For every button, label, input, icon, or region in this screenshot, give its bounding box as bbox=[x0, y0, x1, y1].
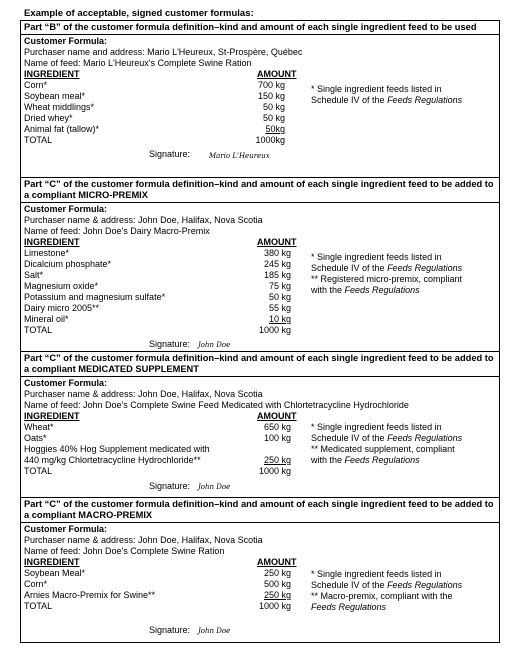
footnote-italic: Feeds Regulations bbox=[344, 285, 420, 295]
feed-name-line: Name of feed: John Doe's Complete Swine Ration bbox=[24, 546, 225, 556]
ingredient-cell: Mineral oil* bbox=[24, 314, 69, 324]
footnote-text: Schedule IV of the bbox=[311, 95, 388, 105]
handwritten-signature: John Doe bbox=[198, 341, 231, 349]
amount-cell: 50 kg bbox=[262, 113, 285, 123]
handwritten-signature: Mario L'Heureux bbox=[209, 152, 270, 160]
footnote-single-ingredient bbox=[311, 252, 499, 274]
footnote-italic: Feeds Regulations bbox=[387, 580, 463, 590]
total-amount: 1000 kg bbox=[258, 601, 291, 611]
amount-cell: 55 kg bbox=[268, 303, 291, 313]
ingredient-header: INGREDIENT bbox=[24, 237, 80, 247]
ingredient-cell: Soybean Meal* bbox=[24, 568, 86, 578]
footnote-line bbox=[311, 263, 499, 274]
purchaser-line: Purchaser name & address: John Doe, Halifax, Nova Scotia bbox=[24, 215, 263, 225]
ingredient-cell: Dairy micro 2005** bbox=[24, 303, 100, 313]
ingredient-cell: Oats* bbox=[24, 433, 47, 443]
footnote-medicated-supplement bbox=[311, 444, 499, 466]
footnote-line bbox=[311, 602, 499, 613]
ingredient-cell: Soybean meal* bbox=[24, 91, 86, 101]
footnote-line bbox=[311, 455, 499, 466]
part-c-medicated-supplement-block bbox=[20, 351, 500, 498]
handwritten-signature: John Doe bbox=[198, 483, 231, 491]
footnote-line: ** Medicated supplement, compliant bbox=[311, 444, 455, 454]
feed-name-line: Name of feed: Mario L'Heureux's Complete Swine Ration bbox=[24, 58, 252, 68]
amount-cell bbox=[233, 455, 291, 466]
footnote-line: ** Registered micro-premix, compliant bbox=[311, 274, 463, 284]
footnote-single-ingredient bbox=[311, 84, 499, 106]
customer-formula-label: Customer Formula: bbox=[24, 36, 108, 46]
footnote-text: with the bbox=[311, 285, 345, 295]
footnote-line bbox=[311, 95, 499, 106]
ingredient-cell: Wheat* bbox=[24, 422, 54, 432]
footnote-text: Schedule IV of the bbox=[311, 263, 388, 273]
purchaser-line: Purchaser name and address: Mario L'Heureux, St-Prospère, Québec bbox=[24, 47, 303, 57]
total-amount: 1000 kg bbox=[258, 325, 291, 335]
amount-cell: 250 kg bbox=[263, 568, 291, 578]
footnote-italic: Feeds Regulations bbox=[387, 263, 463, 273]
customer-formula-label: Customer Formula: bbox=[24, 204, 108, 214]
amount-value: 250 kg bbox=[263, 455, 291, 465]
amount-cell: 650 kg bbox=[263, 422, 291, 432]
part-c-title: Part “C” of the customer formula definition–kind and amount of each single ingredient feed to be added to a compliant MICRO-PREMIX bbox=[21, 178, 499, 203]
footnote-italic: Feeds Regulations bbox=[387, 95, 463, 105]
ingredient-cell: Limestone* bbox=[24, 248, 70, 258]
ingredient-header: INGREDIENT bbox=[24, 557, 80, 567]
ingredient-header: INGREDIENT bbox=[24, 69, 80, 79]
footnote-single-ingredient bbox=[311, 422, 499, 444]
ingredient-cell: Dried whey* bbox=[24, 113, 73, 123]
ingredient-header: INGREDIENT bbox=[24, 411, 80, 421]
footnote-macro-premix bbox=[311, 591, 499, 613]
feed-name-line: Name of feed: John Doe's Complete Swine Feed Medicated with Chlortetracycline Hydrochloride bbox=[24, 400, 409, 410]
part-b-title: Part “B” of the customer formula definition–kind and amount of each single ingredient feed to be used bbox=[21, 21, 499, 35]
amount-cell: 500 kg bbox=[263, 579, 291, 589]
ingredient-cell: Dicalcium phosphate* bbox=[24, 259, 112, 269]
amount-cell: 50 kg bbox=[262, 102, 285, 112]
footnote-text: Schedule IV of the bbox=[311, 433, 388, 443]
amount-header: AMOUNT bbox=[257, 69, 297, 79]
signature-label: Signature: bbox=[149, 481, 191, 491]
total-label: TOTAL bbox=[24, 466, 53, 476]
footnote-text: with the bbox=[311, 455, 345, 465]
footnote-line: * Single ingredient feeds listed in bbox=[311, 422, 442, 432]
footnote-line: * Single ingredient feeds listed in bbox=[311, 252, 442, 262]
footnote-registered-micro-premix bbox=[311, 274, 499, 296]
ingredient-cell: Magnesium oxide* bbox=[24, 281, 99, 291]
part-c-title: Part “C” of the customer formula definition–kind and amount of each single ingredient feed to be added to a compliant MEDICATED SUPPLEMENT bbox=[21, 352, 499, 377]
part-c-micro-premix-block bbox=[20, 177, 500, 352]
footnote-line bbox=[311, 433, 499, 444]
customer-formula-label: Customer Formula: bbox=[24, 524, 108, 534]
total-label: TOTAL bbox=[24, 135, 53, 145]
amount-cell: 50 kg bbox=[268, 292, 291, 302]
ingredient-cell: Salt* bbox=[24, 270, 44, 280]
total-label: TOTAL bbox=[24, 601, 53, 611]
footnote-line: * Single ingredient feeds listed in bbox=[311, 84, 442, 94]
signature-label: Signature: bbox=[149, 339, 191, 349]
amount-value: 250 kg bbox=[263, 590, 291, 600]
ingredient-cell: 440 mg/kg Chlortetracycline Hydrochloride** bbox=[24, 455, 201, 465]
total-amount: 1000kg bbox=[255, 135, 285, 145]
part-c-macro-premix-block bbox=[20, 497, 500, 643]
amount-header: AMOUNT bbox=[257, 557, 297, 567]
ingredient-cell: Corn* bbox=[24, 579, 48, 589]
handwritten-signature: John Doe bbox=[198, 627, 231, 635]
amount-cell: 245 kg bbox=[263, 259, 291, 269]
amount-header: AMOUNT bbox=[257, 237, 297, 247]
footnote-italic: Feeds Regulations bbox=[387, 433, 463, 443]
footnote-text: Schedule IV of the bbox=[311, 580, 388, 590]
purchaser-line: Purchaser name & address: John Doe, Halifax, Nova Scotia bbox=[24, 535, 263, 545]
amount-cell: 700 kg bbox=[257, 80, 285, 90]
amount-cell: 100 kg bbox=[263, 433, 291, 443]
ingredient-cell: Wheat middlings* bbox=[24, 102, 95, 112]
footnote-line: * Single ingredient feeds listed in bbox=[311, 569, 442, 579]
amount-value: 50kg bbox=[265, 124, 285, 134]
footnote-italic: Feeds Regulations bbox=[311, 602, 387, 612]
part-b-block bbox=[20, 20, 500, 178]
footnote-line: ** Macro-premix, compliant with the bbox=[311, 591, 453, 601]
purchaser-line: Purchaser name & address: John Doe, Halifax, Nova Scotia bbox=[24, 389, 263, 399]
amount-cell bbox=[233, 590, 291, 601]
total-amount: 1000 kg bbox=[258, 466, 291, 476]
amount-cell bbox=[233, 314, 291, 325]
footnote-line bbox=[311, 285, 499, 296]
ingredient-cell: Corn* bbox=[24, 80, 48, 90]
amount-cell: 185 kg bbox=[263, 270, 291, 280]
ingredient-cell: Hoggies 40% Hog Supplement medicated with bbox=[24, 444, 210, 454]
customer-formula-label: Customer Formula: bbox=[24, 378, 108, 388]
amount-cell: 380 kg bbox=[263, 248, 291, 258]
signature-label: Signature: bbox=[149, 625, 191, 635]
amount-value: 10 kg bbox=[268, 314, 291, 324]
footnote-single-ingredient bbox=[311, 569, 499, 591]
footnote-line bbox=[311, 580, 499, 591]
footnote-italic: Feeds Regulations bbox=[344, 455, 420, 465]
amount-cell bbox=[227, 124, 285, 135]
ingredient-cell: Animal fat (tallow)* bbox=[24, 124, 100, 134]
ingredient-cell: Potassium and magnesium sulfate* bbox=[24, 292, 166, 302]
total-label: TOTAL bbox=[24, 325, 53, 335]
amount-header: AMOUNT bbox=[257, 411, 297, 421]
ingredient-cell: Arnies Macro-Premix for Swine** bbox=[24, 590, 156, 600]
page-heading: Example of acceptable, signed customer formulas: bbox=[24, 8, 254, 19]
part-c-title: Part “C” of the customer formula definition–kind and amount of each single ingredient feed to be added to a compliant MACRO-PREMIX bbox=[21, 498, 499, 523]
signature-label: Signature: bbox=[149, 149, 191, 159]
feed-name-line: Name of feed: John Doe's Dairy Macro-Premix bbox=[24, 226, 210, 236]
amount-cell: 150 kg bbox=[257, 91, 285, 101]
amount-cell: 75 kg bbox=[268, 281, 291, 291]
